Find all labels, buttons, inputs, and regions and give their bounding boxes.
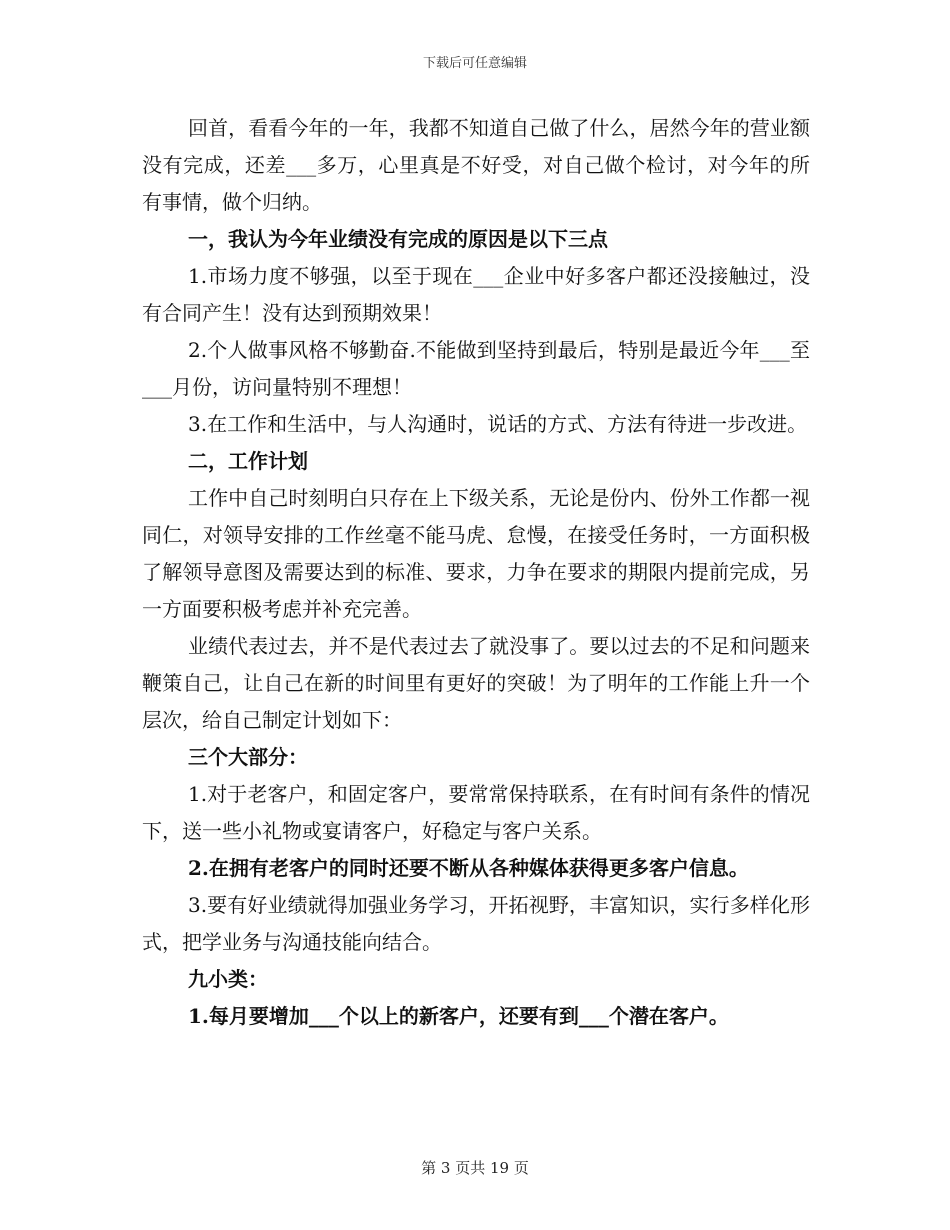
intro-paragraph: 回首，看看今年的一年，我都不知道自己做了什么，居然今年的营业额没有完成，还差___多万，心里真是不好受，对自己做个检讨，对今年的所有事情，做个归纳。 [142,116,810,214]
subheading-three-parts: 三个大部分： [188,745,308,769]
reason-item-3: 3.在工作和生活中，与人沟通时，说话的方式、方法有待进一步改进。 [188,412,808,436]
part-item-2: 2.在拥有老客户的同时还要不断从各种媒体获得更多客户信息。 [188,856,749,880]
section-heading-plan: 二，工作计划 [188,449,308,473]
reason-item-2: 2.个人做事风格不够勤奋.不能做到坚持到最后，特别是最近今年___至___月份，访问量特别不理想！ [142,338,810,399]
reason-item-1: 1.市场力度不够强，以至于现在___企业中好多客户都还没接触过，没有合同产生！没有达到预期效果！ [142,264,810,325]
page-header: 下载后可任意编辑 [422,56,527,71]
category-item-1: 1.每月要增加___个以上的新客户，还要有到___个潜在客户。 [188,1004,729,1028]
page-footer: 第 3 页共 19 页 [421,1159,529,1177]
document-body [142,110,810,1035]
plan-paragraph-2: 业绩代表过去，并不是代表过去了就没事了。要以过去的不足和问题来鞭策自己，让自己在新的时间里有更好的突破！为了明年的工作能上升一个层次，给自己制定计划如下： [142,634,810,732]
section-heading-reasons: 一，我认为今年业绩没有完成的原因是以下三点 [188,227,608,251]
part-item-1: 1.对于老客户，和固定客户，要常常保持联系，在有时间有条件的情况下，送一些小礼物或宴请客户，好稳定与客户关系。 [142,782,810,843]
part-item-3: 3.要有好业绩就得加强业务学习，开拓视野，丰富知识，实行多样化形式，把学业务与沟通技能向结合。 [142,893,810,954]
plan-paragraph-1: 工作中自己时刻明白只存在上下级关系，无论是份内、份外工作都一视同仁，对领导安排的工作丝毫不能马虎、怠慢，在接受任务时，一方面积极了解领导意图及需要达到的标准、要求，力争在要求的期限内提前完成，另一方面要积极考虑并补充完善。 [142,486,810,621]
subheading-nine-categories: 九小类： [188,967,268,991]
